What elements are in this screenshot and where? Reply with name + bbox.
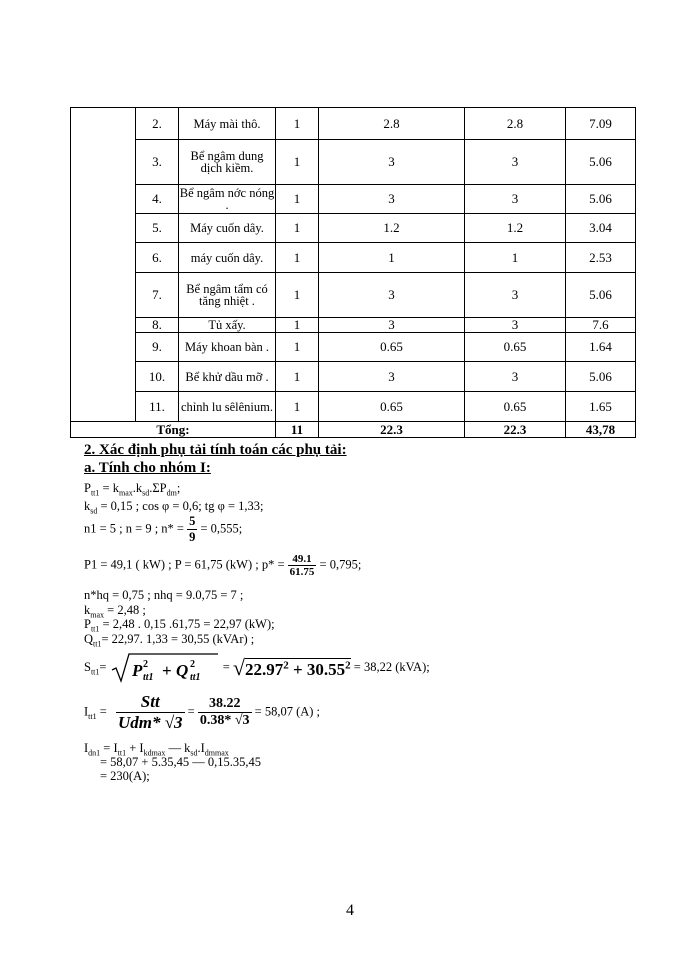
itt-symbolic-fraction: $\frac{\text{Stt}}{\text{Udm* √3}}$ [117,692,183,732]
name-cell: Bể ngâm nớc nóng . [179,186,275,212]
svg-text:+: + [161,661,172,680]
total-power-cell: 3 [465,318,566,333]
ptt1-line: $P_{tt1} = 2,48$ . 0,15 .61,75 = 22,97 (kW); [84,617,275,634]
name-cell: Bể khử dầu mỡ . [179,362,276,392]
table-row [71,108,636,140]
page-number: 4 [346,902,354,919]
total-power-cell: 2.8 [465,108,566,140]
power-cell: 3 [319,185,465,214]
load-table [70,107,636,438]
total-qty: 11 [276,422,319,438]
table-row [71,362,636,392]
idn1-line: $I_{dn1} = I_{tt1} + I_{kdmax}$ — $k_{sd}.I_{dmmax}$ [84,741,229,758]
table-row [71,243,636,273]
name-cell: Tủ xấy. [179,318,276,333]
stt-cell: 7. [136,273,179,318]
nhq-line: n*hq = 0,75 ; nhq = 9.0,75 = 7 ; [84,588,244,602]
kmax-line: $k_{max} = 2,48$ ; [84,603,146,620]
power-cell: 0.65 [319,333,465,362]
qty-cell: 1 [276,273,319,318]
current-cell: 7.6 [566,318,636,333]
stt-cell: 3. [136,140,179,185]
stt-cell: 4. [136,185,179,214]
svg-text:tt1: tt1 [189,672,201,683]
total-power-cell: 3 [465,362,566,392]
n-ratio-line: n1 = 5 ; n = 9 ; n* = $\frac{5}{9}$ = 0,555; [84,514,243,544]
current-cell: 5.06 [566,362,636,392]
power-cell: 1 [319,243,465,273]
qtt1-line: $Q_{tt1}= 22,97$. 1,33 = 30,55 (kVAr) ; [84,632,255,649]
p-fraction: $\frac{49.1}{61.75}$ [289,553,315,578]
current-cell: 1.65 [566,392,636,422]
itt1-line: $I_{tt1}$ = $\frac{\text{Stt}}{\text{Udm* √3}}$ = $\frac{38.22}{0.38* √3}$ = 58,07 (A) ; [84,692,321,732]
qty-cell: 1 [276,333,319,362]
stt-cell: 10. [136,362,179,392]
table-row [71,273,636,318]
name-cell: máy cuốn dây. [179,243,276,273]
qty-cell: 1 [276,185,319,214]
ptt1-formula: $P_{tt1} = k_{max}.k_{sd}.\Sigma P_{dm}$; [84,481,181,498]
current-cell: 5.06 [566,185,636,214]
qty-cell: 1 [276,392,319,422]
itt-numeric-fraction: $\frac{38.22}{0.38* √3}$ [199,696,250,728]
table-row [71,392,636,422]
stt-cell: 5. [136,214,179,243]
power-cell: 1.2 [319,214,465,243]
idn1-result: = 230(A); [100,769,150,783]
total-power-cell: 3 [465,185,566,214]
sqrt-symbolic [110,652,220,684]
qty-cell: 1 [276,362,319,392]
name-cell: Bể ngâm tẩm có tăng nhiệt . [179,273,276,318]
sqrt-numeric: $√22.97^2 + 30.55^2$ [232,655,351,680]
table-row [71,185,636,214]
qty-cell: 1 [276,140,319,185]
total-p1: 22.3 [319,422,465,438]
svg-text:P: P [131,661,142,680]
current-cell: 1.64 [566,333,636,362]
p-ratio-line: P1 = 49,1 ( kW) ; P = 61,75 (kW) ; p* = $\frac{49.1}{61.75}$ = 0,795; [84,553,362,578]
total-power-cell: 3 [465,140,566,185]
qty-cell: 1 [276,108,319,140]
name-cell: Máy cuốn dây. [179,214,276,243]
table-row [71,140,636,185]
current-cell: 5.06 [566,140,636,185]
name-cell: chỉnh lu sêlênium. [179,392,276,422]
ksd-line: $k_{sd} = 0,15$ ; cos φ = 0,6; tg φ = 1,33; [84,499,264,516]
stt-cell: 11. [136,392,179,422]
total-row [71,422,636,438]
stt-cell: 9. [136,333,179,362]
total-power-cell: 0.65 [465,333,566,362]
current-cell: 5.06 [566,273,636,318]
stt-cell: 8. [136,318,179,333]
total-current: 43,78 [566,422,636,438]
group-cell [71,108,136,422]
current-cell: 7.09 [566,108,636,140]
power-cell: 2.8 [319,108,465,140]
stt-cell: 2. [136,108,179,140]
total-label: Tổng: [71,422,276,438]
name-cell: Máy mài thô. [179,108,276,140]
svg-text:Q: Q [175,661,188,680]
total-power-cell: 0.65 [465,392,566,422]
svg-text:2: 2 [142,659,148,670]
subsection-heading: a. Tính cho nhóm I: [84,460,211,476]
power-cell: 0.65 [319,392,465,422]
qty-cell: 1 [276,214,319,243]
stt1-line: $S_{tt1}=$ P 2 tt1 + Q 2 tt1 = $√22.97^2 + 30.55^2 = 38,22$ (kVA); [84,652,430,684]
n-fraction: $\frac{5}{9}$ [189,514,196,544]
section-heading: 2. Xác định phụ tải tính toán các phụ tải: [84,442,347,458]
total-power-cell: 3 [465,273,566,318]
svg-text:tt1: tt1 [142,672,154,683]
power-cell: 3 [319,140,465,185]
name-cell: Bể ngâm dung dịch kiềm. [179,140,276,185]
idn1-substitution: = 58,07 + 5.35,45 — 0,15.35,45 [100,755,261,769]
total-power-cell: 1.2 [465,214,566,243]
total-p2: 22.3 [465,422,566,438]
svg-text:2: 2 [189,659,195,670]
name-cell: Máy khoan bàn . [179,333,276,362]
power-cell: 3 [319,362,465,392]
power-cell: 3 [319,273,465,318]
power-cell: 3 [319,318,465,333]
current-cell: 3.04 [566,214,636,243]
qty-cell: 1 [276,243,319,273]
table-row [71,333,636,362]
qty-cell: 1 [276,318,319,333]
table-row [71,214,636,243]
stt-cell: 6. [136,243,179,273]
current-cell: 2.53 [566,243,636,273]
table-row [71,318,636,333]
total-power-cell: 1 [465,243,566,273]
